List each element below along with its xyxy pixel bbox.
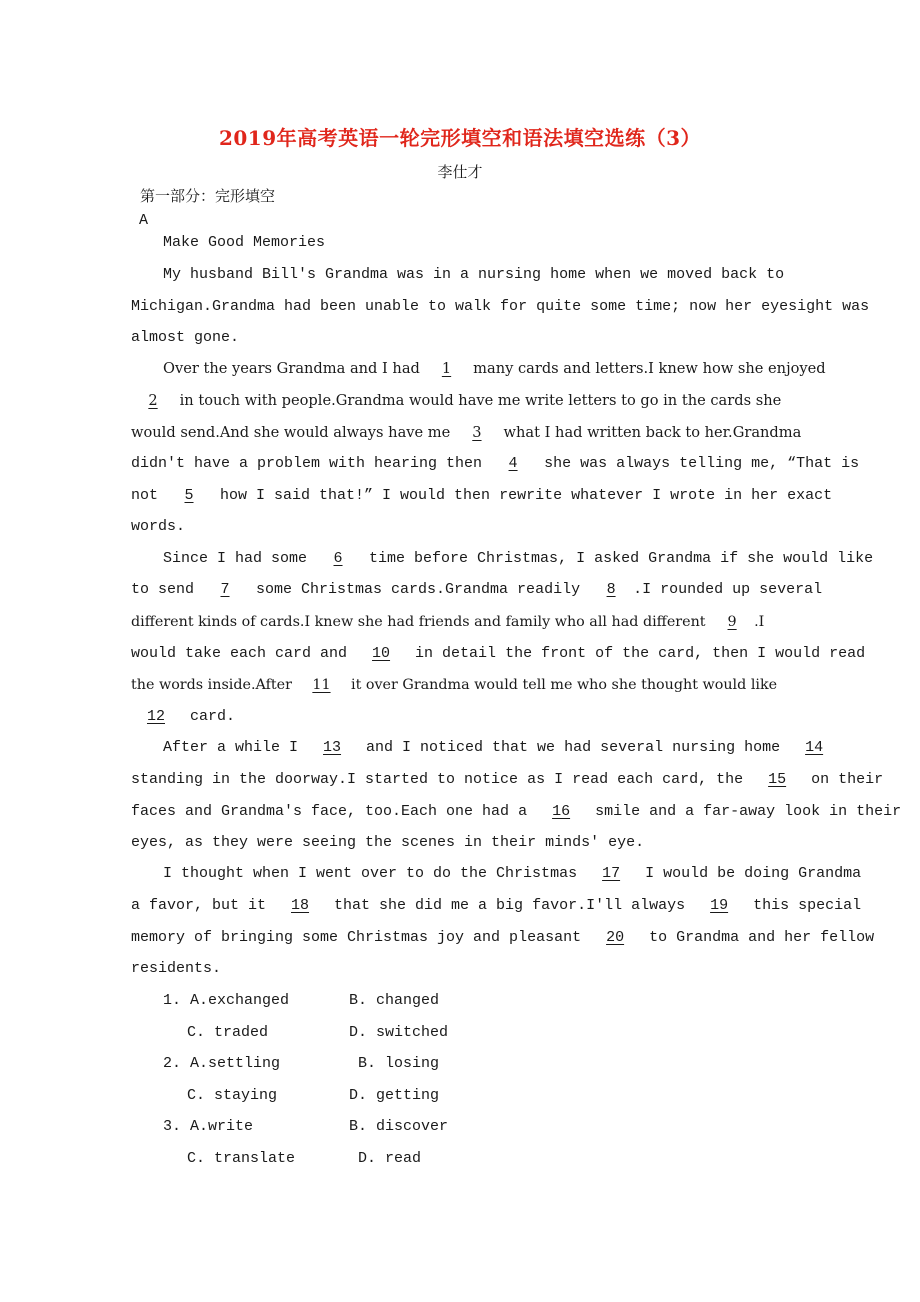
passage-heading: Make Good Memories xyxy=(163,234,326,251)
blank-18: 18 xyxy=(291,897,310,914)
text-run: Since I had some xyxy=(163,550,317,567)
text-run: to send xyxy=(131,581,204,598)
passage-line xyxy=(131,452,860,476)
blank-19: 19 xyxy=(710,897,729,914)
blank-12: 12 xyxy=(146,708,165,725)
text-run: smile and a far-away look in their xyxy=(586,803,902,820)
question-number: 2. xyxy=(163,1055,182,1072)
blank-5: 5 xyxy=(184,487,194,504)
option-c: C. traded xyxy=(187,1024,269,1041)
text-run: Over the years Grandma and I had xyxy=(163,360,425,377)
passage-line: almost gone. xyxy=(131,329,240,346)
option-c: C. translate xyxy=(187,1150,296,1167)
option-d: D. read xyxy=(358,1150,422,1167)
passage-line xyxy=(131,484,831,508)
option-a: A.write xyxy=(190,1118,254,1135)
text-run: .I rounded up several xyxy=(633,581,823,598)
blank-10: 10 xyxy=(372,645,391,662)
passage-line xyxy=(131,642,866,666)
blank-9: 9 xyxy=(727,614,737,630)
text-run: what I had written back to her.Grandma xyxy=(498,424,802,441)
text-run: the words inside.After xyxy=(131,677,297,693)
blank-13: 13 xyxy=(323,739,342,756)
passage-line xyxy=(163,547,874,571)
question-option xyxy=(163,989,289,1013)
passage-line: Michigan.Grandma had been unable to walk for quite some time; now her eyesight was xyxy=(131,298,870,315)
passage-line xyxy=(131,673,831,697)
document-title: 2019年高考英语一轮完形填空和语法填空选练（3） xyxy=(218,126,702,150)
blank-17: 17 xyxy=(602,865,621,882)
question-number: 1. xyxy=(163,992,182,1009)
option-b: B. discover xyxy=(349,1118,449,1135)
part-heading: 第一部分：完形填空 xyxy=(140,187,276,205)
option-d: D. getting xyxy=(349,1087,440,1104)
blank-15: 15 xyxy=(768,771,787,788)
option-b: B. changed xyxy=(349,992,440,1009)
option-b: B. losing xyxy=(358,1055,440,1072)
option-a: A.settling xyxy=(190,1055,281,1072)
text-run: some Christmas cards.Grandma readily xyxy=(247,581,590,598)
text-run: After a while I xyxy=(163,739,308,756)
section-letter: A xyxy=(139,212,149,229)
passage-line xyxy=(163,736,863,760)
passage-line xyxy=(131,421,831,445)
question-option xyxy=(163,1052,280,1076)
text-run: she was always telling me, “That is xyxy=(535,455,860,472)
passage-line xyxy=(163,862,863,886)
passage-line: residents. xyxy=(131,960,222,977)
blank-4: 4 xyxy=(508,455,518,472)
text-run: that she did me a big favor.I'll always xyxy=(325,897,695,914)
blank-2: 2 xyxy=(148,392,158,409)
passage-line xyxy=(131,800,902,824)
passage-line: words. xyxy=(131,518,186,535)
text-run: faces and Grandma's face, too.Each one had a xyxy=(131,803,537,820)
blank-6: 6 xyxy=(333,550,343,567)
text-run: not xyxy=(131,487,168,504)
option-a: A.exchanged xyxy=(190,992,290,1009)
text-run: many cards and letters.I knew how she enjoyed xyxy=(468,360,826,377)
passage-line xyxy=(131,578,831,602)
text-run: card. xyxy=(181,708,236,725)
blank-20: 20 xyxy=(606,929,625,946)
text-run: how I said that!” I would then rewrite whatever I wrote in her exact xyxy=(211,487,833,504)
text-run: would take each card and xyxy=(131,645,357,662)
blank-11: 11 xyxy=(312,677,331,693)
passage-line xyxy=(131,768,884,792)
passage-line xyxy=(131,926,875,950)
text-run: it over Grandma would tell me who she thought would like xyxy=(346,677,778,693)
passage-line: eyes, as they were seeing the scenes in their minds' eye. xyxy=(131,834,645,851)
text-run: standing in the doorway.I started to notice as I read each card, the xyxy=(131,771,753,788)
passage-line: My husband Bill's Grandma was in a nursing home when we moved back to xyxy=(163,266,785,283)
text-run: time before Christmas, I asked Grandma if she would like xyxy=(360,550,874,567)
text-run: in touch with people.Grandma would have me write letters to go in the cards she xyxy=(175,392,782,409)
text-run: on their xyxy=(802,771,884,788)
blank-8: 8 xyxy=(606,581,616,598)
text-run: a favor, but it xyxy=(131,897,276,914)
text-run: in detail the front of the card, then I would read xyxy=(406,645,866,662)
text-run: different kinds of cards.I knew she had friends and family who all had different xyxy=(131,614,711,630)
blank-1: 1 xyxy=(441,360,452,377)
text-run: I thought when I went over to do the Christmas xyxy=(163,865,587,882)
text-run: .I xyxy=(754,614,765,630)
text-run: I would be doing Grandma xyxy=(636,865,862,882)
question-number: 3. xyxy=(163,1118,182,1135)
author-name: 李仕才 xyxy=(437,163,483,181)
passage-line xyxy=(131,705,831,729)
question-option xyxy=(163,1115,253,1139)
passage-line xyxy=(131,389,831,413)
text-run: this special xyxy=(744,897,862,914)
blank-3: 3 xyxy=(472,424,482,441)
passage-line xyxy=(131,894,862,918)
text-run: didn't have a problem with hearing then xyxy=(131,455,492,472)
passage-line xyxy=(163,357,863,381)
text-run: memory of bringing some Christmas joy and pleasant xyxy=(131,929,591,946)
option-c: C. staying xyxy=(187,1087,278,1104)
option-d: D. switched xyxy=(349,1024,449,1041)
text-run: would send.And she would always have me xyxy=(131,424,455,441)
blank-16: 16 xyxy=(552,803,571,820)
passage-line xyxy=(131,610,831,634)
blank-7: 7 xyxy=(220,581,230,598)
text-run: and I noticed that we had several nursing home xyxy=(357,739,790,756)
text-run: to Grandma and her fellow xyxy=(640,929,875,946)
blank-14: 14 xyxy=(805,739,824,756)
